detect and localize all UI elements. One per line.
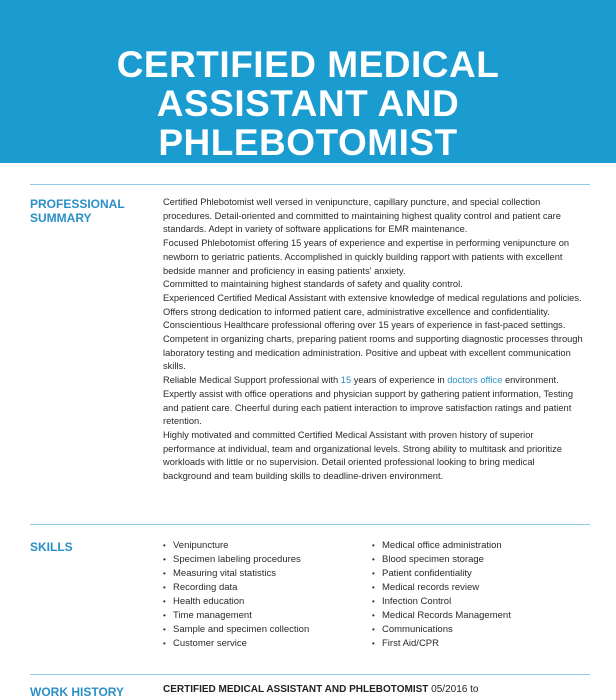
divider	[30, 674, 590, 675]
skill-item	[372, 623, 572, 637]
skill-item	[372, 595, 572, 609]
bullet-icon: •	[163, 639, 166, 648]
bullet-icon: •	[163, 625, 166, 634]
divider	[30, 524, 590, 525]
skill-label: Customer service	[173, 638, 247, 649]
bullet-icon: •	[163, 555, 166, 564]
skills-list-right	[372, 539, 572, 651]
skill-label: Time management	[173, 610, 252, 621]
summary-text: years of experience in	[351, 375, 448, 386]
skill-label: Sample and specimen collection	[173, 624, 310, 635]
skill-item	[163, 637, 363, 651]
job-dates: 05/2016 to	[428, 684, 479, 695]
summary-heading-line-2: SUMMARY	[30, 211, 92, 225]
summary-paragraph: Focused Phlebotomist offering 15 years of experience and expertise in performing venipuncture on newborn to geriatric patients. Accomplished in quickly building rapport with patients with excellent bedside manner and proficiency in easing patients' anxiety.	[163, 238, 570, 276]
skills-heading: SKILLS	[30, 540, 73, 554]
skills-list-left	[163, 539, 363, 651]
skill-label: First Aid/CPR	[382, 638, 440, 649]
skill-item	[372, 609, 572, 623]
summary-paragraph	[163, 374, 583, 429]
bullet-icon: •	[372, 583, 375, 592]
skill-label: Specimen labeling procedures	[173, 554, 301, 565]
skill-item	[163, 539, 363, 553]
skill-label: Measuring vital statistics	[173, 568, 276, 579]
bullet-icon: •	[163, 541, 166, 550]
resume-header	[0, 0, 616, 163]
skill-item	[372, 567, 572, 581]
summary-paragraph: Committed to maintaining highest standards of safety and quality control.	[163, 279, 463, 290]
skill-item	[163, 595, 363, 609]
skill-label: Medical office administration	[382, 540, 502, 551]
job-title: CERTIFIED MEDICAL ASSISTANT AND PHLEBOTOMIST	[163, 684, 429, 695]
bullet-icon: •	[372, 625, 375, 634]
highlight-doctors-office: doctors office	[447, 375, 503, 386]
summary-paragraph: Experienced Certified Medical Assistant with extensive knowledge of medical regulations and policies. Offers strong dedication to informed patient care, administrative excellence and confidentiality.	[163, 292, 582, 317]
skill-item	[163, 623, 363, 637]
bullet-icon: •	[372, 639, 375, 648]
skill-item	[163, 553, 363, 567]
skill-label: Blood specimen storage	[382, 554, 484, 565]
skill-label: Medical Records Management	[382, 610, 511, 621]
bullet-icon: •	[163, 569, 166, 578]
skill-item	[372, 581, 572, 595]
bullet-icon: •	[372, 555, 375, 564]
skill-label: Medical records review	[382, 582, 480, 593]
skill-item	[372, 539, 572, 553]
job-entry-header	[163, 684, 478, 695]
bullet-icon: •	[163, 583, 166, 592]
bullet-icon: •	[372, 597, 375, 606]
bullet-icon: •	[372, 569, 375, 578]
skill-label: Health education	[173, 596, 245, 607]
summary-text: Reliable Medical Support professional with	[163, 375, 341, 386]
bullet-icon: •	[163, 597, 166, 606]
skill-item	[372, 637, 572, 651]
skill-label: Communications	[382, 624, 453, 635]
summary-paragraph: Certified Phlebotomist well versed in venipuncture, capillary puncture, and special collection procedures. Detail-oriented and committed to maintaining highest quality control and patient care standards. Adept in variety of software applications for EMR maintenance.	[163, 197, 561, 235]
summary-paragraph: Conscientious Healthcare professional offering over 15 years of experience in fast-paced settings. Competent in organizing charts, preparing patient rooms and supporting diagnostic processes through laboratory testing and medication administration. Positive and upbeat with excellent communication skills.	[163, 320, 583, 372]
summary-text: environment. Expertly assist with office operations and physician support by gathering patient information, Testing and patient care. Cheerful during each patient interaction to improve satisfaction ratings and patient retention.	[163, 375, 573, 427]
summary-heading	[30, 197, 125, 225]
title-line-2: ASSISTANT AND	[156, 83, 460, 124]
skill-label: Patient confidentiality	[382, 568, 472, 579]
skill-item	[163, 581, 363, 595]
skill-item	[163, 567, 363, 581]
bullet-icon: •	[163, 611, 166, 620]
title-line-1: CERTIFIED MEDICAL	[116, 44, 500, 85]
skill-label: Recording data	[173, 582, 238, 593]
bullet-icon: •	[372, 611, 375, 620]
skill-label: Venipuncture	[173, 540, 229, 551]
professional-summary	[163, 196, 583, 484]
summary-paragraph: Highly motivated and committed Certified Medical Assistant with proven history of superior performance at individual, team and organizational levels. Strong ability to multitask and prioritize workloads with little or no supervision. Detail oriented professional looking to bring medical background and team building skills to deadline-driven environment.	[163, 429, 562, 482]
divider	[30, 184, 590, 185]
skill-item	[372, 553, 572, 567]
bullet-icon: •	[372, 541, 375, 550]
summary-heading-line-1: PROFESSIONAL	[30, 197, 125, 211]
highlight-years: 15	[340, 375, 352, 386]
skill-item	[163, 609, 363, 623]
skill-label: Infection Control	[382, 596, 452, 607]
title-line-3: PHLEBOTOMIST	[158, 122, 458, 163]
work-history-heading: WORK HISTORY	[30, 685, 125, 699]
